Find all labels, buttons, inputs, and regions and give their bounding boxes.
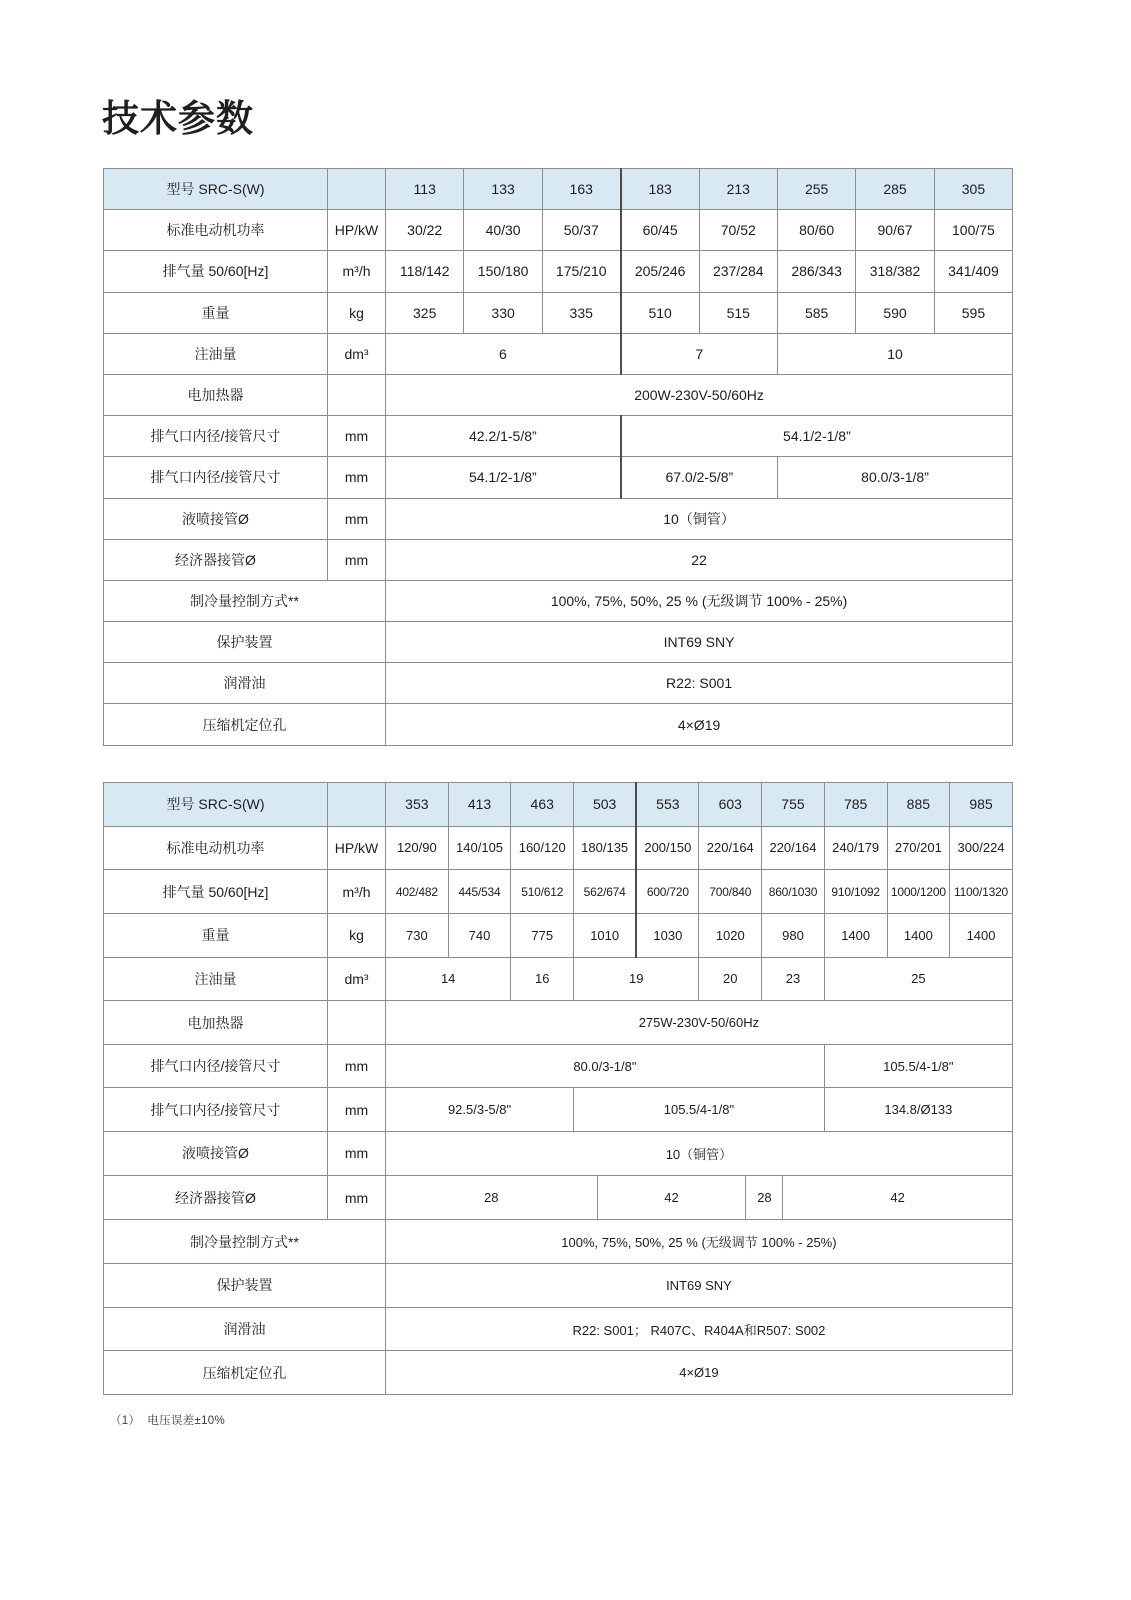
value-cell: 335	[542, 292, 620, 333]
row-label: 排气口内径/接管尺寸	[104, 416, 328, 457]
value-cell: 42	[598, 1176, 747, 1220]
row-unit: m³/h	[328, 870, 386, 914]
row-unit: kg	[328, 292, 386, 333]
row-label: 标准电动机功率	[104, 210, 328, 251]
model-header-cell: 985	[950, 783, 1013, 827]
value-cell: 42	[890, 1190, 905, 1206]
value-cell: 775	[511, 913, 574, 957]
value-cell: 200/150	[636, 826, 699, 870]
row-label: 排气口内径/接管尺寸	[104, 1088, 328, 1132]
row-unit: mm	[328, 1175, 386, 1220]
value-cell: 275W-230V-50/60Hz	[386, 1001, 1013, 1045]
row-label: 注油量	[104, 333, 328, 374]
value-cell: 120/90	[386, 826, 449, 870]
row-label: 重量	[104, 292, 328, 333]
row-unit	[328, 1001, 386, 1045]
value-cell: R22: S001； R407C、R404A和R507: S002	[386, 1307, 1013, 1351]
model-header-cell: 755	[762, 783, 825, 827]
row-unit: dm³	[328, 333, 386, 374]
value-cell: 80/60	[777, 210, 855, 251]
value-cell: 67.0/2-5/8”	[621, 457, 778, 498]
model-header-cell: 463	[511, 783, 574, 827]
value-cell: 1030	[636, 913, 699, 957]
value-cell: 445/534	[448, 870, 511, 914]
value-cell: 28	[746, 1176, 783, 1220]
value-cell: 1400	[824, 913, 887, 957]
value-cell: 80.0/3-1/8”	[777, 457, 1012, 498]
row-label: 经济器接管Ø	[104, 1175, 328, 1220]
unit-header-cell	[328, 783, 386, 827]
value-cell: 80.0/3-1/8"	[386, 1044, 825, 1088]
row-label: 压缩机定位孔	[104, 704, 386, 745]
value-cell: 160/120	[511, 826, 574, 870]
value-cell: 1000/1200	[887, 870, 950, 914]
value-cell: 740	[448, 913, 511, 957]
value-cell: 10（铜管）	[386, 498, 1013, 539]
value-cell: 30/22	[386, 210, 464, 251]
value-cell: 25	[824, 957, 1012, 1001]
value-cell: 14	[386, 957, 511, 1001]
value-cell: 562/674	[574, 870, 637, 914]
spec-table-large-models	[103, 782, 1013, 1395]
value-cell: 286/343	[777, 251, 855, 292]
value-cell: 140/105	[448, 826, 511, 870]
model-header-cell: 353	[386, 783, 449, 827]
value-cell: 50/37	[542, 210, 620, 251]
value-cell: 100%, 75%, 50%, 25 % (无级调节 100% - 25%)	[386, 580, 1013, 621]
value-cell: 4×Ø19	[386, 704, 1013, 745]
model-header-cell: 163	[542, 169, 620, 210]
value-cell: 402/482	[386, 870, 449, 914]
model-header-cell: 255	[777, 169, 855, 210]
row-label: 排气口内径/接管尺寸	[104, 1044, 328, 1088]
row-label: 液喷接管Ø	[104, 498, 328, 539]
row-label: 压缩机定位孔	[104, 1351, 386, 1395]
value-cell: 105.5/4-1/8"	[824, 1044, 1012, 1088]
value-cell: 980	[762, 913, 825, 957]
value-cell: 19	[574, 957, 699, 1001]
row-label: 排气量 50/60[Hz]	[104, 870, 328, 914]
row-label: 制冷量控制方式**	[104, 1220, 386, 1264]
value-cell: 200W-230V-50/60Hz	[386, 374, 1013, 415]
model-header-cell: 503	[574, 783, 637, 827]
model-header-cell: 285	[856, 169, 934, 210]
value-cell: 180/135	[574, 826, 637, 870]
footnote: （1） 电压误差±10%	[110, 1415, 226, 1427]
row-unit: mm	[328, 457, 386, 498]
spec-table-small-models	[103, 168, 1013, 746]
row-label: 液喷接管Ø	[104, 1132, 328, 1176]
value-cell: 325	[386, 292, 464, 333]
row-label: 排气量 50/60[Hz]	[104, 251, 328, 292]
row-unit: dm³	[328, 957, 386, 1001]
row-label: 电加热器	[104, 1001, 328, 1045]
model-header-cell: 553	[636, 783, 699, 827]
value-cell: 7	[621, 333, 778, 374]
value-cell: 585	[777, 292, 855, 333]
row-label: 重量	[104, 913, 328, 957]
row-label: 排气口内径/接管尺寸	[104, 457, 328, 498]
value-cell: INT69 SNY	[386, 622, 1013, 663]
row-unit	[328, 374, 386, 415]
value-cell: 1100/1320	[950, 870, 1013, 914]
row-label: 制冷量控制方式**	[104, 580, 386, 621]
value-cell: 860/1030	[762, 870, 825, 914]
value-cell: 6	[386, 333, 621, 374]
row-unit: mm	[328, 539, 386, 580]
value-cell: 300/224	[950, 826, 1013, 870]
value-cell: 1020	[699, 913, 762, 957]
value-cell: 54.1/2-1/8”	[621, 416, 1013, 457]
model-header-cell: 603	[699, 783, 762, 827]
value-cell: 205/246	[621, 251, 699, 292]
value-cell: 341/409	[934, 251, 1012, 292]
row-unit: mm	[328, 498, 386, 539]
value-cell: 150/180	[464, 251, 542, 292]
value-cell: 330	[464, 292, 542, 333]
model-header-cell: 413	[448, 783, 511, 827]
row-label: 经济器接管Ø	[104, 539, 328, 580]
row-label: 标准电动机功率	[104, 826, 328, 870]
row-unit: kg	[328, 913, 386, 957]
value-cell: 40/30	[464, 210, 542, 251]
row-label: 保护装置	[104, 1264, 386, 1308]
model-header-cell: 113	[386, 169, 464, 210]
value-cell: 10	[777, 333, 1012, 374]
row-label: 润滑油	[104, 1307, 386, 1351]
model-header-cell: 183	[621, 169, 699, 210]
row-label: 保护装置	[104, 622, 386, 663]
value-cell: 28	[386, 1176, 598, 1220]
value-cell: 220/164	[699, 826, 762, 870]
value-cell: 54.1/2-1/8”	[386, 457, 621, 498]
value-cell: 1400	[950, 913, 1013, 957]
value-cell: 910/1092	[824, 870, 887, 914]
model-header-cell: 213	[699, 169, 777, 210]
row-unit: mm	[328, 416, 386, 457]
value-cell: 118/142	[386, 251, 464, 292]
model-series-label: 型号 SRC-S(W)	[104, 783, 328, 827]
value-cell: 20	[699, 957, 762, 1001]
value-cell: 515	[699, 292, 777, 333]
row-unit: m³/h	[328, 251, 386, 292]
value-cell: 42.2/1-5/8”	[386, 416, 621, 457]
value-cell: 237/284	[699, 251, 777, 292]
value-cell: 134.8/Ø133	[824, 1088, 1012, 1132]
value-cell: INT69 SNY	[386, 1264, 1013, 1308]
row-unit: HP/kW	[328, 826, 386, 870]
value-cell: 175/210	[542, 251, 620, 292]
model-header-cell: 885	[887, 783, 950, 827]
value-cell: 220/164	[762, 826, 825, 870]
value-cell: 510	[621, 292, 699, 333]
model-header-cell: 133	[464, 169, 542, 210]
value-cell: 1400	[887, 913, 950, 957]
value-cell: 92.5/3-5/8"	[386, 1088, 574, 1132]
value-cell: 90/67	[856, 210, 934, 251]
value-cell: 60/45	[621, 210, 699, 251]
value-cell: 730	[386, 913, 449, 957]
value-cell: 240/179	[824, 826, 887, 870]
value-cell: 70/52	[699, 210, 777, 251]
value-cell: R22: S001	[386, 663, 1013, 704]
value-cell: 23	[762, 957, 825, 1001]
value-cell: 510/612	[511, 870, 574, 914]
value-cell: 700/840	[699, 870, 762, 914]
value-cell: 270/201	[887, 826, 950, 870]
value-cell: 318/382	[856, 251, 934, 292]
model-header-cell: 305	[934, 169, 1012, 210]
segmented-value-cell	[386, 1175, 1013, 1220]
row-label: 注油量	[104, 957, 328, 1001]
value-cell: 10（铜管）	[386, 1132, 1013, 1176]
value-cell: 1010	[574, 913, 637, 957]
row-label: 润滑油	[104, 663, 386, 704]
value-cell: 600/720	[636, 870, 699, 914]
model-series-label: 型号 SRC-S(W)	[104, 169, 328, 210]
value-cell: 16	[511, 957, 574, 1001]
page-title: 技术参数	[102, 98, 254, 139]
value-cell: 100%, 75%, 50%, 25 % (无级调节 100% - 25%)	[386, 1220, 1013, 1264]
unit-header-cell	[328, 169, 386, 210]
value-cell: 590	[856, 292, 934, 333]
row-unit: mm	[328, 1132, 386, 1176]
value-cell: 100/75	[934, 210, 1012, 251]
value-cell: 22	[386, 539, 1013, 580]
row-unit: HP/kW	[328, 210, 386, 251]
row-unit: mm	[328, 1044, 386, 1088]
value-cell: 105.5/4-1/8"	[574, 1088, 825, 1132]
row-label: 电加热器	[104, 374, 328, 415]
value-cell: 4×Ø19	[386, 1351, 1013, 1395]
row-unit: mm	[328, 1088, 386, 1132]
value-cell: 595	[934, 292, 1012, 333]
model-header-cell: 785	[824, 783, 887, 827]
